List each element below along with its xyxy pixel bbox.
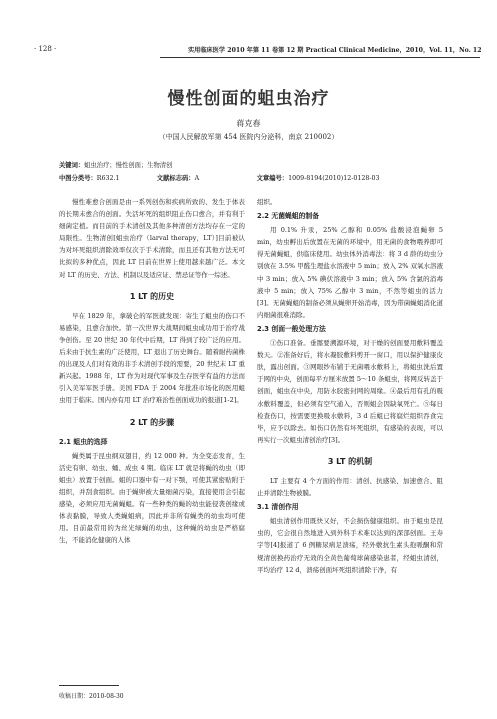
author: 蒋克春 xyxy=(236,119,261,128)
footnote-rule xyxy=(59,685,119,686)
article-id: 1009-8194(2010)12-0128-03 xyxy=(288,175,380,182)
debridement-paragraph: 蛆虫清创作用既快又好，不会损伤健康组织。由于蛆虫是昆虫的，它会很自然地进入到外科手术难以达到的深部创面。王寿宇等[4]报道了 6 例糖尿病足溃疡，经外敷抗生素头孢哌酮和常规清创换药治疗无效的全黄色葡萄球菌感染患者，经蛆虫清创，平均治疗 12 d，溃疡创面坏死组织清除干净，有 xyxy=(257,517,443,574)
left-column xyxy=(59,196,245,546)
subsection-heading: 3.1 清创作用 xyxy=(257,503,299,512)
subsection-heading: 2.1 蛆虫的选择 xyxy=(59,437,108,446)
intro-paragraph: 慢性难愈合创面是由一系列创伤和疾病所致的、发生于体表的长期未愈合的创面。失活坏死的组织阻止伤口愈合，并有利于细菌定植。而目前的手术清创及其他多种清创方法均存在一定的局限性。生物清创[蛆虫治疗（larval therapy，LT）]目前被认为对坏死组织清除效率仅次于手术清除，而且还有其他方法无可比拟的多种优点，因此 LT 目前在世界上使用越来越广泛。本文对 LT 的历史、方法、机制以及适应证、禁忌证等作一综述。 xyxy=(59,198,245,279)
clc-label: 中图分类号： xyxy=(59,175,97,182)
mechanism-paragraph: LT 主要有 4 个方面的作用：清创、抗感染、加速愈合、阻止并清除生物被膜。 xyxy=(257,476,443,498)
clc-code: R632.1 xyxy=(96,175,120,182)
article-id-label: 文章编号： xyxy=(256,175,289,182)
procedure-paragraph: ①伤口准备。垂髂要溯源环境，对干燥的创面要用敷料覆盖数天。②准备好后，将水凝胶敷料剪开一窗口，用以保护健康皮肤，露出创面。③网眼纱布铺于无菌喂水敷料上，将蛆虫洗后置于网的中央，创面每平方厘米放置 5～10 条蛆虫，将网反转盖于创面，蛆虫在中央，用防水胶密封网的周缘。④最后用有孔的吸水敷料覆盖，但必须有空气通入，否则蛆会因缺氧死亡。⑤每日检查伤口，按需要更换吸水敷料，3 d 后蛆已将腐烂组织吞食完毕，应予以除去。如伤口仍然有坏死组织，有感染的表现，可以再实行一次蛆虫清创治疗[3]。 xyxy=(257,339,443,444)
keywords-text: 蛆虫治疗；慢性创面；生物清创 xyxy=(84,162,173,169)
subsection-heading: 2.3 创面一般处理方法 xyxy=(257,324,326,333)
doc-code-label: 文献标志码： xyxy=(156,175,195,182)
doc-code: A xyxy=(194,175,200,182)
keywords-label: 关键词： xyxy=(59,162,85,169)
header-rule xyxy=(160,57,480,58)
journal-citation: 实用临床医学 2010 年第 11 卷第 12 期 Practical Clinical Medicine，2010，Vol. 11，No. 12 xyxy=(188,47,482,54)
received-date: 收稿日期：2010-08-30 xyxy=(59,693,124,700)
section-heading: 1 LT 的历史 xyxy=(129,291,175,301)
selection-paragraph: 蝇类属于昆虫纲双翅目，约 12 000 种。为全变态发育，生活史有卵、幼虫、蛹、成虫 4 期。临床 LT 就是将蝇的幼虫（即蛆虫）放置于创面。蛆的口器中有一对下颚，可使其紧密贴附于组织，并刮食组织。由于蝇卵被大量细菌污染，直接使用会引起感染，必须应用无菌蝇蛆。有一些种类的蝇的幼虫能侵袭创缘或体表黏膜，导致人类蝇蛆病，因此并非所有蝇类的幼虫均可使用。目前最常用的为丝光绿蝇的幼虫，这种蝇的幼虫是严格腐生，不能消化健康的人体 xyxy=(59,451,245,545)
sterile-maggot-paragraph: 用 0.1% 升汞，25% 乙醇和 0.05% 盐酸浸泡蝇卵 5 min，幼虫孵出后放置在无菌的环境中，用无菌的食物喂养即可得无菌蝇蛆，供临床使用。幼虫体外消毒法：将 3 d 龄的幼虫分别放在 3.5% 甲醛生理盐水溶液中 5 min；放入 2% 双氧水溶液中 3 min；放入 5% 碘伏溶液中 3 min；放入 5% 含氯的消毒液中 5 min；放入 75% 乙醇中 3 min，不然等蛆虫的活力[3]。无菌蝇蛆的制备必须从蝇卵开始消毒，因为带菌蝇蛆消化道内细菌很难消除。 xyxy=(257,226,443,319)
affiliation: （中国人民解放军第 454 医院内分泌科，南京 210002） xyxy=(158,133,339,141)
keywords xyxy=(59,160,172,169)
continued-text: 组织。 xyxy=(257,198,277,206)
section-heading: 2 LT 的步骤 xyxy=(129,417,175,427)
running-header xyxy=(20,44,480,58)
classification-line xyxy=(59,173,459,182)
subsection-heading: 2.2 无菌蝇蛆的制备 xyxy=(257,212,319,221)
history-paragraph: 早在 1829 年，拿破仑的军医就发现：寄生了蛆虫的伤口不易感染，且愈合加快。第一次世界大战期间蛆虫成功用于治疗战争创伤。至 20 世纪 30 年代中后期，LT 得到了较广泛的应用。后来由于抗生素的广泛使用，LT 退出了历史舞台。随着耐药菌株的出现及人们对有效的非手术清创手段的需要，20 世纪末 LT 重新兴起。1988 年，LT 作为对现代军事及生存医学有益的方法而引入美军军医手册。美国 FDA 于 2004 年批准市场化的医用蛆虫用于临床。国内亦有用 LT 治疗难治性创面成功的报道[1-2]。 xyxy=(59,311,245,405)
page-number: · 128 · xyxy=(34,45,57,53)
right-column xyxy=(257,196,443,576)
section-heading: 3 LT 的机制 xyxy=(327,456,373,466)
article-title: 慢性创面的蛆虫治疗 xyxy=(167,89,330,109)
